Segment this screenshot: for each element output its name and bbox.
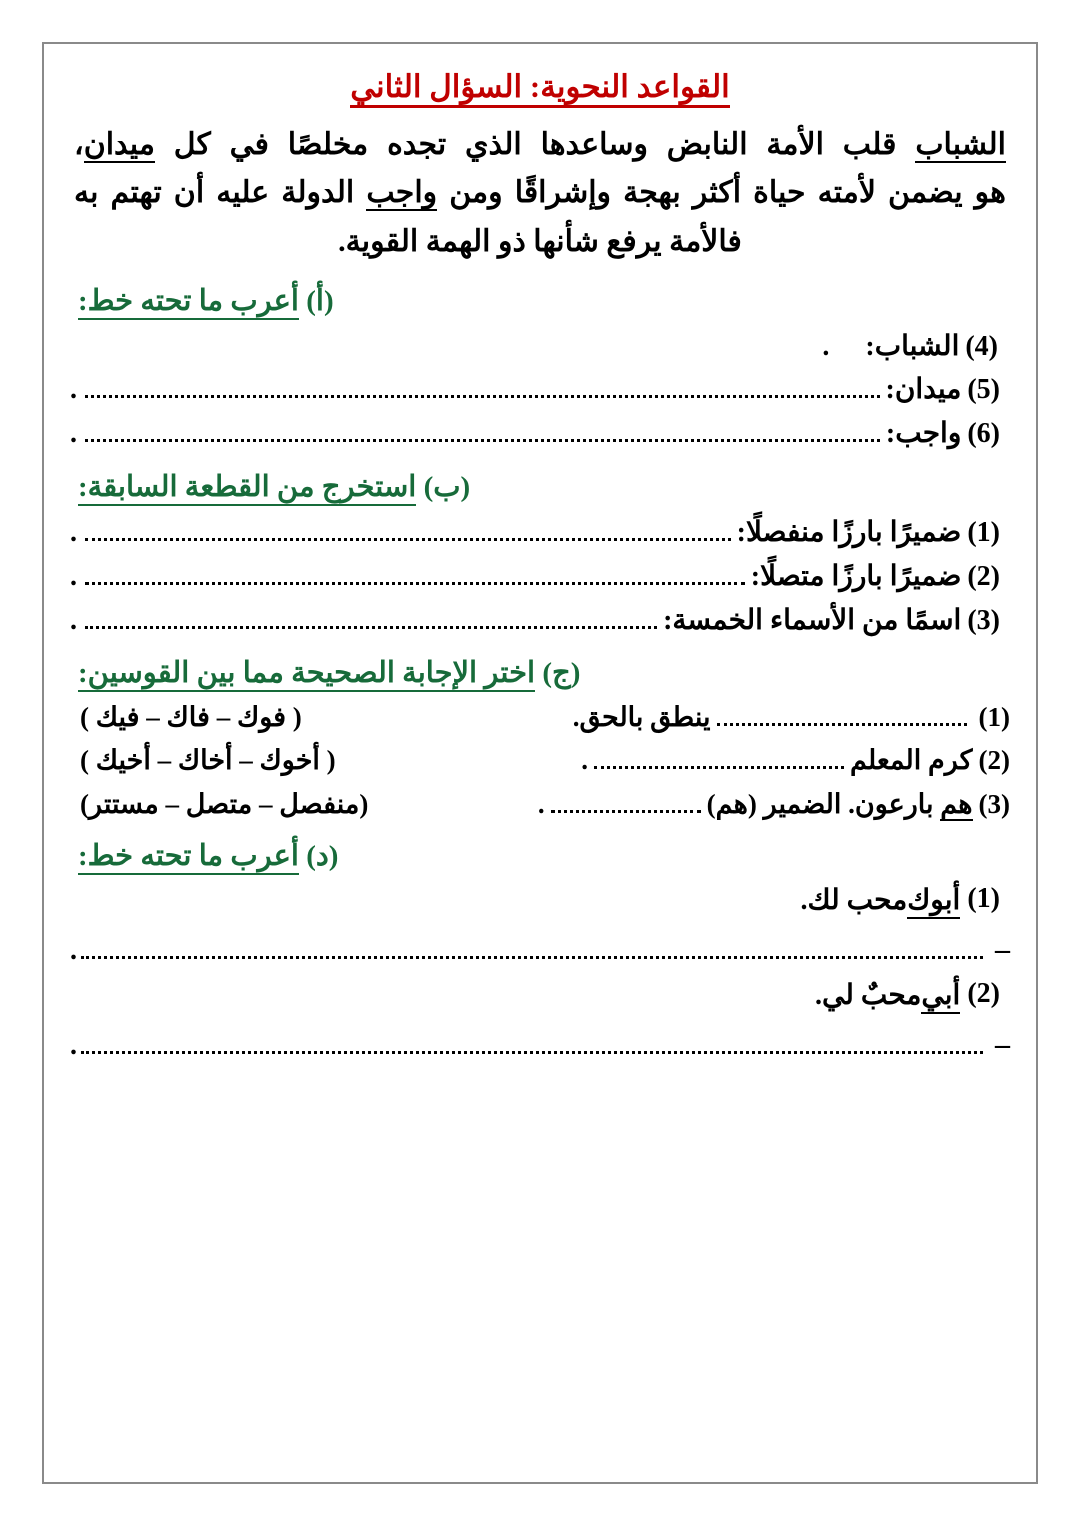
section-label-b: (ب) [423, 470, 471, 503]
question-d-2-number: (2) [967, 977, 1000, 1009]
question-b-3[interactable] [70, 602, 1010, 640]
question-d-1-number: (1) [967, 882, 1000, 914]
question-b-2[interactable] [70, 558, 1010, 596]
question-b-1-number: (1) [967, 516, 1000, 548]
question-a-5[interactable] [70, 371, 1010, 409]
question-a-5-period: . [70, 374, 77, 406]
passage-line-2 [74, 169, 1006, 218]
section-label-a: (أ) [306, 284, 334, 317]
question-b-2-text: ضميرًا بارزًا متصلًا: [750, 560, 962, 592]
answer-dash-d-1: – [995, 932, 1010, 966]
question-a-4-text: الشباب: [865, 330, 960, 362]
question-c-1[interactable] [70, 700, 1010, 735]
page-content [44, 44, 1036, 1063]
question-b-1[interactable] [70, 514, 1010, 552]
question-a-5-number: (5) [967, 374, 1000, 406]
question-a-4-number: (4) [965, 330, 998, 362]
question-b-3-answer-line[interactable] [85, 625, 657, 629]
underlined-word-maydan: ميدان [83, 127, 155, 161]
reading-passage [70, 121, 1010, 267]
worksheet-page [42, 42, 1038, 1484]
question-a-4-period: . [822, 330, 830, 362]
question-b-2-answer-line[interactable] [85, 581, 745, 585]
page-title-text: القواعد النحوية: السؤال الثاني [350, 69, 730, 108]
section-heading-text-a: أعرب ما تحته خط: [78, 285, 299, 320]
underlined-word-abook: أبوك [907, 883, 960, 919]
section-heading-a [70, 283, 1010, 318]
question-c-2[interactable] [70, 743, 1010, 778]
question-d-1-rest: محب لك. [800, 884, 908, 916]
section-heading-text-d: أعرب ما تحته خط: [78, 840, 299, 875]
question-c-1-number: (1) [978, 702, 1010, 733]
question-c-2-stem: كرم المعلم [850, 745, 973, 776]
question-c-1-blank[interactable] [717, 722, 967, 726]
passage-line-2-start: هو يضمن لأمته حياة أكثر بهجة وإشراقًا ومن [437, 176, 1006, 210]
question-a-6-number: (6) [967, 418, 1000, 450]
question-c-3-period: . [537, 788, 545, 819]
underlined-pronoun-hum: هم [940, 788, 973, 819]
question-d-2-rest: محبٌ لي. [814, 979, 922, 1011]
question-c-2-blank[interactable] [594, 765, 844, 769]
passage-line-3: فالأمة يرفع شأنها ذو الهمة القوية. [338, 224, 742, 258]
answer-dots-d-1[interactable] [81, 955, 983, 959]
question-d-2 [70, 978, 1010, 1014]
passage-line-2-end: الدولة عليه أن تهتم به [74, 176, 367, 210]
underlined-word-alshabab: الشباب [915, 127, 1006, 161]
underlined-word-wajib: واجب [366, 176, 438, 210]
question-a-4[interactable] [70, 328, 1010, 366]
underlined-word-abee: أبي [921, 978, 960, 1014]
answer-period-d-2: . [70, 1029, 77, 1061]
section-heading-c [70, 655, 1010, 690]
question-c-3-number: (3) [978, 788, 1010, 819]
question-a-6[interactable] [70, 415, 1010, 453]
question-b-1-answer-line[interactable] [85, 537, 731, 541]
question-b-1-text: ضميرًا بارزًا منفصلًا: [736, 516, 962, 548]
question-b-3-number: (3) [967, 604, 1000, 636]
question-a-5-answer-line[interactable] [85, 394, 880, 398]
passage-line-1-end: ، [74, 127, 84, 161]
section-heading-text-b: استخرج من القطعة السابقة: [78, 471, 416, 506]
question-a-6-answer-line[interactable] [85, 438, 880, 442]
answer-dots-d-2[interactable] [81, 1050, 983, 1054]
question-a-5-text: ميدان: [885, 374, 962, 406]
answer-line-d-2[interactable] [70, 1028, 1010, 1063]
page-title [70, 68, 1010, 107]
answer-period-d-1: . [70, 934, 77, 966]
question-b-3-period: . [70, 604, 77, 636]
question-c-1-stem: ينطق بالحق. [572, 702, 711, 733]
answer-line-d-1[interactable] [70, 933, 1010, 968]
section-heading-text-c: اختر الإجابة الصحيحة مما بين القوسين: [78, 657, 535, 692]
question-c-2-period: . [581, 745, 588, 776]
question-b-2-period: . [70, 560, 77, 592]
question-c-3[interactable] [70, 787, 1010, 822]
question-a-6-period: . [70, 418, 77, 450]
question-c-3-blank[interactable] [551, 809, 701, 813]
question-c-3-stem: هم بارعون. الضمير (هم) [706, 788, 973, 819]
question-c-2-number: (2) [978, 745, 1010, 776]
question-d-1 [70, 883, 1010, 919]
answer-dash-d-2: – [995, 1027, 1010, 1061]
passage-line-1 [74, 121, 1006, 170]
passage-line-1-mid: قلب الأمة النابض وساعدها الذي تجده مخلصًا في كل [154, 127, 916, 161]
section-label-c: (ج) [542, 657, 581, 690]
section-heading-d [70, 838, 1010, 873]
section-heading-b [70, 469, 1010, 504]
question-b-1-period: . [70, 516, 77, 548]
question-c-3-options[interactable]: (منفصل – متصل – مستتر) [80, 788, 369, 819]
question-c-2-options[interactable]: ( أخوك – أخاك – أخيك ) [80, 745, 336, 776]
question-c-1-options[interactable]: ( فوك – فاك – فيك ) [80, 702, 302, 733]
question-a-6-text: واجب: [885, 418, 962, 450]
section-label-d: (د) [306, 839, 339, 872]
question-b-2-number: (2) [967, 560, 1000, 592]
question-b-3-text: اسمًا من الأسماء الخمسة: [663, 604, 962, 636]
